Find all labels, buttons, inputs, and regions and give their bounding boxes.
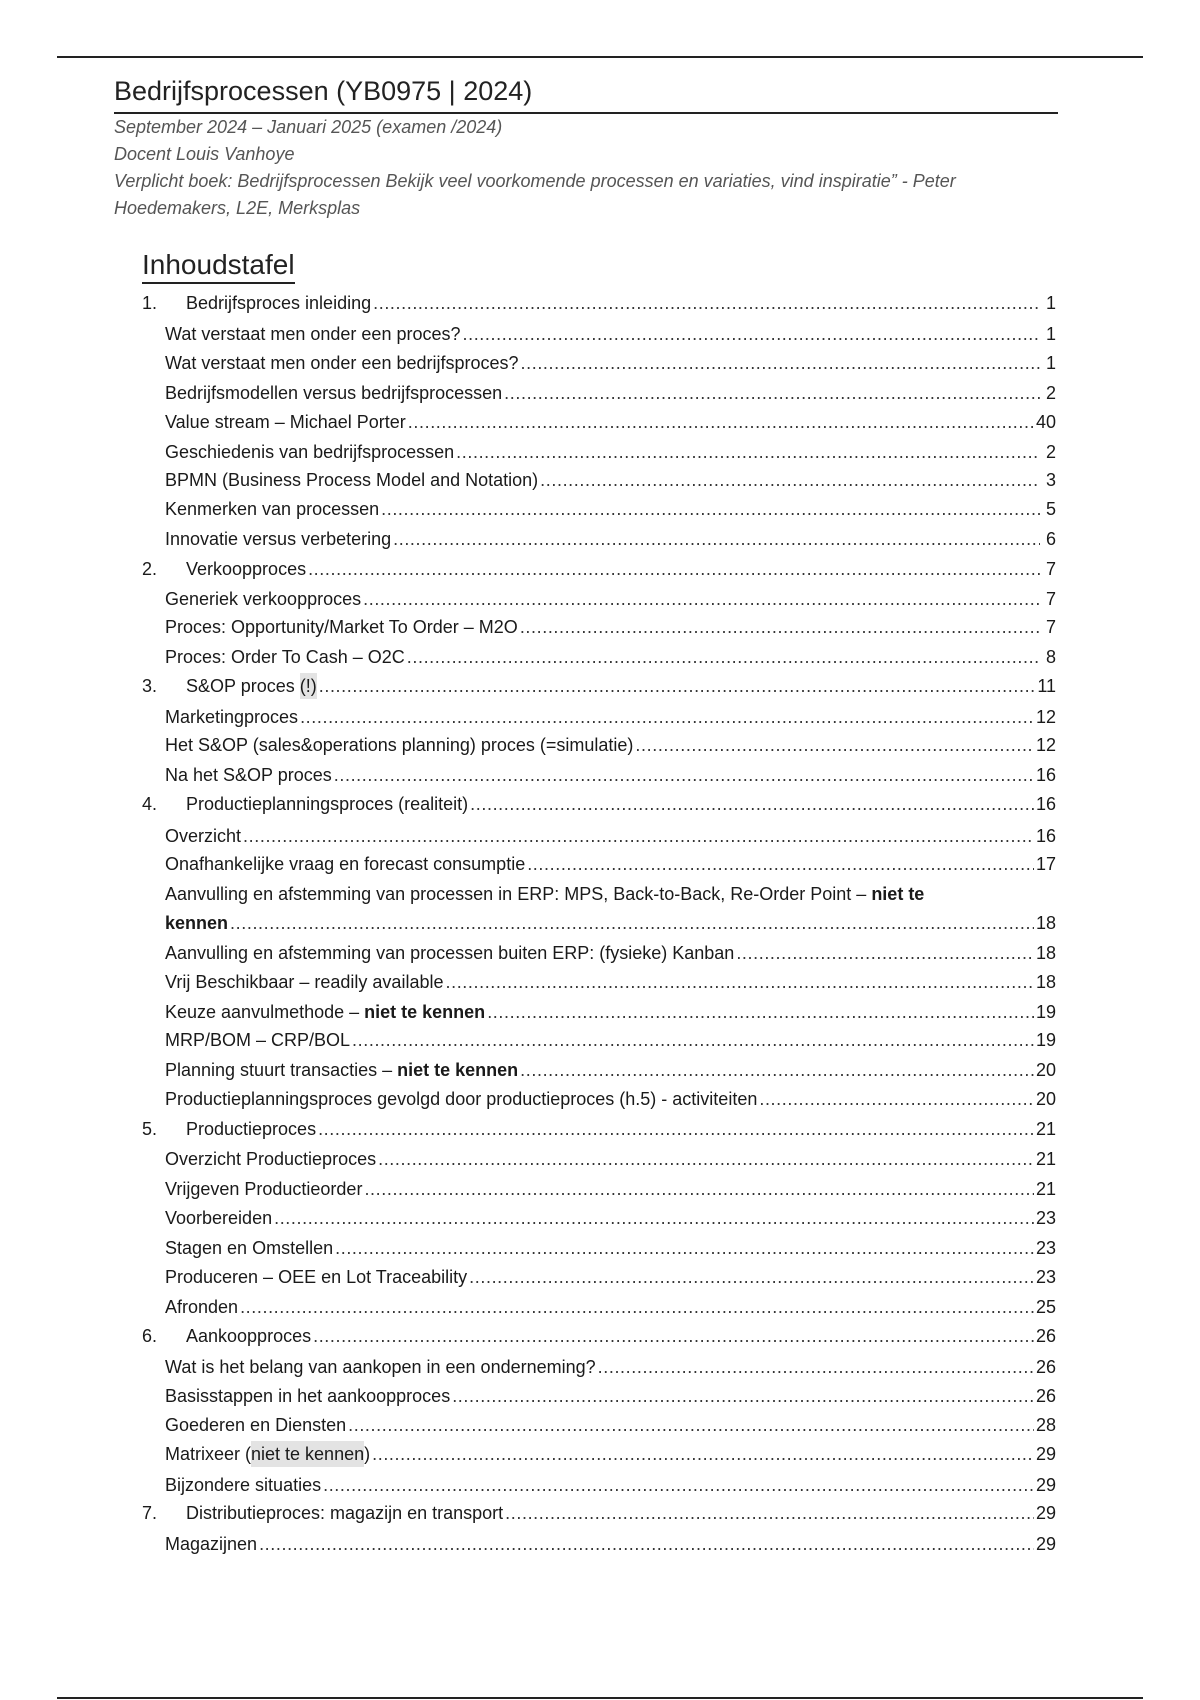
toc-leader: [372, 1441, 1034, 1467]
toc-title: Planning stuurt transacties –: [165, 1060, 398, 1080]
toc-title: Wat verstaat men onder een bedrijfsproces?: [165, 353, 519, 373]
toc-entry[interactable]: [165, 1146, 1056, 1172]
toc-title: Aanvulling en afstemming van processen buiten ERP: (fysieke) Kanban: [165, 943, 735, 963]
toc-entry-wrapped[interactable]: [165, 881, 924, 907]
toc-entry[interactable]: [165, 704, 1056, 730]
toc-leader: [323, 1472, 1034, 1498]
toc-entry[interactable]: [165, 1264, 1056, 1290]
toc-leader: [598, 1354, 1034, 1380]
toc-entry[interactable]: [165, 409, 1056, 435]
toc-chapter-2[interactable]: [142, 556, 1056, 582]
toc-page: 29: [1035, 1534, 1056, 1554]
toc-title: MRP/BOM – CRP/BOL: [165, 1030, 351, 1050]
toc-title: Productieproces: [186, 1119, 317, 1139]
toc-leader: [452, 1383, 1034, 1409]
toc-leader: [520, 1057, 1034, 1083]
toc-entry[interactable]: [165, 1472, 1056, 1498]
toc-entry[interactable]: [165, 439, 1056, 465]
toc-number: 6.: [142, 1326, 158, 1346]
toc-entry[interactable]: [165, 940, 1056, 966]
toc-leader: [300, 704, 1034, 730]
toc-leader: [469, 1264, 1034, 1290]
toc-title: Productieplanningsproces (realiteit): [186, 794, 469, 814]
toc-page: 26: [1035, 1357, 1056, 1377]
toc-title: Matrixeer (: [165, 1444, 252, 1464]
toc-page: 23: [1035, 1238, 1056, 1258]
toc-entry[interactable]: [165, 526, 1056, 552]
toc-entry[interactable]: [165, 823, 1056, 849]
toc-page: 16: [1035, 826, 1056, 846]
toc-page: 29: [1035, 1503, 1056, 1523]
toc-page: 19: [1035, 1002, 1056, 1022]
toc-title: Value stream – Michael Porter: [165, 412, 406, 432]
toc-leader: [378, 1146, 1034, 1172]
toc-page: 8: [1045, 647, 1056, 667]
toc-title: S&OP proces: [186, 676, 300, 696]
toc-chapter-1[interactable]: [142, 290, 1056, 316]
toc-leader: [456, 439, 1040, 465]
bottom-rule: [57, 1697, 1143, 1699]
toc-entry[interactable]: [165, 1294, 1056, 1320]
toc-entry[interactable]: [165, 762, 1056, 788]
toc-page: 1: [1045, 293, 1056, 313]
toc-number: 2.: [142, 559, 158, 579]
toc-title: Afronden: [165, 1297, 239, 1317]
toc-page: 23: [1035, 1208, 1056, 1228]
toc-leader: [487, 999, 1034, 1025]
meta-book-line-2: Hoedemakers, L2E, Merksplas: [114, 198, 361, 218]
toc-page: 3: [1045, 470, 1056, 490]
toc-entry[interactable]: [165, 1235, 1056, 1261]
toc-emphasis: niet te: [871, 884, 925, 904]
toc-heading: Inhoudstafel: [142, 248, 295, 284]
toc-title: Goederen en Diensten: [165, 1415, 347, 1435]
toc-page: 16: [1035, 765, 1056, 785]
toc-entry[interactable]: [165, 1441, 1056, 1467]
toc-number: 1.: [142, 293, 158, 313]
toc-entry[interactable]: [165, 1027, 1056, 1053]
toc-entry[interactable]: [165, 380, 1056, 406]
toc-leader: [259, 1531, 1034, 1557]
toc-leader: [540, 467, 1040, 493]
toc-entry[interactable]: [165, 1086, 1056, 1112]
toc-page: 16: [1035, 794, 1056, 814]
toc-page: 20: [1035, 1089, 1056, 1109]
toc-title: Productieplanningsproces gevolgd door productieproces (h.5) - activiteiten: [165, 1089, 758, 1109]
toc-entry[interactable]: [165, 1383, 1056, 1409]
toc-title: Overzicht: [165, 826, 242, 846]
toc-page: 12: [1035, 735, 1056, 755]
toc-entry[interactable]: [165, 999, 1056, 1025]
toc-title: Het S&OP (sales&operations planning) proces (=simulatie): [165, 735, 634, 755]
toc-title: Keuze aanvulmethode –: [165, 1002, 365, 1022]
toc-title: Vrij Beschikbaar – readily available: [165, 972, 444, 992]
toc-entry[interactable]: [165, 350, 1056, 376]
toc-chapter-6[interactable]: [142, 1323, 1056, 1349]
toc-title: Innovatie versus verbetering: [165, 529, 392, 549]
toc-chapter-4[interactable]: [142, 791, 1056, 817]
toc-title: Generiek verkoopproces: [165, 589, 362, 609]
toc-entry[interactable]: [165, 321, 1056, 347]
toc-page: 18: [1035, 972, 1056, 992]
toc-entry[interactable]: [165, 1531, 1056, 1557]
toc-title: Magazijnen: [165, 1534, 258, 1554]
toc-page: 5: [1045, 499, 1056, 519]
toc-emphasis: niet te kennen: [364, 1002, 486, 1022]
toc-entry[interactable]: [165, 1176, 1056, 1202]
toc-title: Bijzondere situaties: [165, 1475, 322, 1495]
toc-title: Bedrijfsproces inleiding: [186, 293, 372, 313]
toc-title: Distributieproces: magazijn en transport: [186, 1503, 504, 1523]
toc-leader: [334, 762, 1034, 788]
toc-page: 2: [1045, 383, 1056, 403]
toc-leader: [527, 851, 1034, 877]
toc-leader: [505, 1500, 1034, 1526]
toc-leader: [308, 556, 1040, 582]
toc-leader: [373, 290, 1040, 316]
toc-emphasis: kennen: [165, 913, 229, 933]
toc-page: 18: [1035, 913, 1056, 933]
toc-page: 1: [1045, 324, 1056, 344]
toc-page: 18: [1035, 943, 1056, 963]
toc-chapter-7[interactable]: [142, 1500, 1056, 1526]
toc-emphasis: niet te kennen: [397, 1060, 519, 1080]
meta-book-line-1: Verplicht boek: Bedrijfsprocessen Bekijk veel voorkomende processen en variaties, vind inspiratie” - Peter: [114, 171, 956, 191]
toc-title: Proces: Opportunity/Market To Order – M2O: [165, 617, 518, 637]
toc-title: Wat verstaat men onder een proces?: [165, 324, 461, 344]
toc-page: 21: [1035, 1149, 1056, 1169]
toc-page: 26: [1035, 1326, 1056, 1346]
toc-leader: [408, 409, 1034, 435]
toc-page: 29: [1035, 1475, 1056, 1495]
toc-leader: [520, 614, 1040, 640]
toc-page: 6: [1045, 529, 1056, 549]
toc-entry[interactable]: [165, 1412, 1056, 1438]
toc-leader: [736, 940, 1034, 966]
toc-page: 11: [1037, 676, 1056, 696]
toc-entry[interactable]: [165, 1205, 1056, 1231]
toc-leader: [393, 526, 1040, 552]
toc-page: 1: [1045, 353, 1056, 373]
toc-page: 40: [1035, 412, 1056, 432]
toc-leader: [230, 910, 1034, 936]
toc-leader: [463, 321, 1041, 347]
toc-leader: [470, 791, 1034, 817]
toc-entry[interactable]: [165, 496, 1056, 522]
toc-chapter-5[interactable]: [142, 1116, 1056, 1142]
toc-number: 5.: [142, 1119, 158, 1139]
toc-page: 20: [1035, 1060, 1056, 1080]
toc-title: Marketingproces: [165, 707, 299, 727]
meta-teacher: Docent Louis Vanhoye: [114, 144, 295, 164]
toc-leader: [352, 1027, 1034, 1053]
toc-page: 23: [1035, 1267, 1056, 1287]
toc-page: 7: [1045, 617, 1056, 637]
toc-leader: [521, 350, 1040, 376]
toc-leader: [319, 673, 1036, 699]
toc-page: 2: [1045, 442, 1056, 462]
toc-page: 29: [1035, 1444, 1056, 1464]
toc-leader: [759, 1086, 1034, 1112]
toc-title: Na het S&OP proces: [165, 765, 332, 785]
toc-entry[interactable]: [165, 644, 1056, 670]
toc-title: Kenmerken van processen: [165, 499, 380, 519]
toc-title: Basisstappen in het aankoopproces: [165, 1386, 451, 1406]
toc-title: BPMN (Business Process Model and Notation): [165, 470, 539, 490]
toc-entry[interactable]: [165, 732, 1056, 758]
toc-leader: [363, 586, 1040, 612]
toc-page: 21: [1035, 1179, 1056, 1199]
toc-title: Aankoopproces: [186, 1326, 312, 1346]
toc-entry[interactable]: [165, 586, 1056, 612]
toc-title: Verkoopproces: [186, 559, 307, 579]
toc-entry-continuation[interactable]: [165, 910, 1056, 936]
document-title: Bedrijfsprocessen (YB0975 | 2024): [114, 72, 1058, 114]
toc-leader: [381, 496, 1040, 522]
toc-number: 4.: [142, 794, 158, 814]
toc-entry[interactable]: [165, 1057, 1056, 1083]
toc-page: 26: [1035, 1386, 1056, 1406]
toc-leader: [445, 969, 1033, 995]
toc-title: Bedrijfsmodellen versus bedrijfsprocessen: [165, 383, 503, 403]
toc-highlight: (!): [300, 673, 317, 699]
toc-number: 7.: [142, 1503, 158, 1523]
toc-entry[interactable]: [165, 467, 1056, 493]
toc-title: Proces: Order To Cash – O2C: [165, 647, 405, 667]
toc-leader: [364, 1176, 1034, 1202]
toc-leader: [504, 380, 1040, 406]
toc-title: Wat is het belang van aankopen in een onderneming?: [165, 1357, 596, 1377]
toc-leader: [318, 1116, 1034, 1142]
meta-dates: September 2024 – Januari 2025 (examen /2024): [114, 117, 503, 137]
toc-title: Onafhankelijke vraag en forecast consumptie: [165, 854, 526, 874]
toc-page: 21: [1035, 1119, 1056, 1139]
toc-page: 7: [1045, 589, 1056, 609]
toc-leader: [313, 1323, 1034, 1349]
toc-page: 12: [1035, 707, 1056, 727]
toc-entry[interactable]: [165, 851, 1056, 877]
toc-title: Stagen en Omstellen: [165, 1238, 334, 1258]
toc-leader: [407, 644, 1040, 670]
toc-leader: [348, 1412, 1034, 1438]
toc-title: Produceren – OEE en Lot Traceability: [165, 1267, 468, 1287]
toc-leader: [240, 1294, 1034, 1320]
toc-entry[interactable]: [165, 614, 1056, 640]
toc-highlight: niet te kennen: [251, 1441, 364, 1467]
toc-title: Voorbereiden: [165, 1208, 273, 1228]
toc-page: 28: [1035, 1415, 1056, 1435]
toc-number: 3.: [142, 676, 158, 696]
toc-title: Geschiedenis van bedrijfsprocessen: [165, 442, 455, 462]
toc-page: 17: [1035, 854, 1056, 874]
toc-page: 25: [1035, 1297, 1056, 1317]
toc-leader: [274, 1205, 1034, 1231]
toc-page: 19: [1035, 1030, 1056, 1050]
toc-leader: [243, 823, 1034, 849]
toc-leader: [335, 1235, 1034, 1261]
toc-leader: [635, 732, 1034, 758]
toc-title-suffix: ): [364, 1444, 371, 1464]
toc-page: 7: [1045, 559, 1056, 579]
toc-title: Vrijgeven Productieorder: [165, 1179, 363, 1199]
toc-title: Overzicht Productieproces: [165, 1149, 377, 1169]
toc-entry[interactable]: [165, 969, 1056, 995]
toc-entry[interactable]: [165, 1354, 1056, 1380]
toc-title: Aanvulling en afstemming van processen in ERP: MPS, Back-to-Back, Re-Order Point –: [165, 884, 872, 904]
toc-chapter-3[interactable]: [142, 673, 1056, 699]
